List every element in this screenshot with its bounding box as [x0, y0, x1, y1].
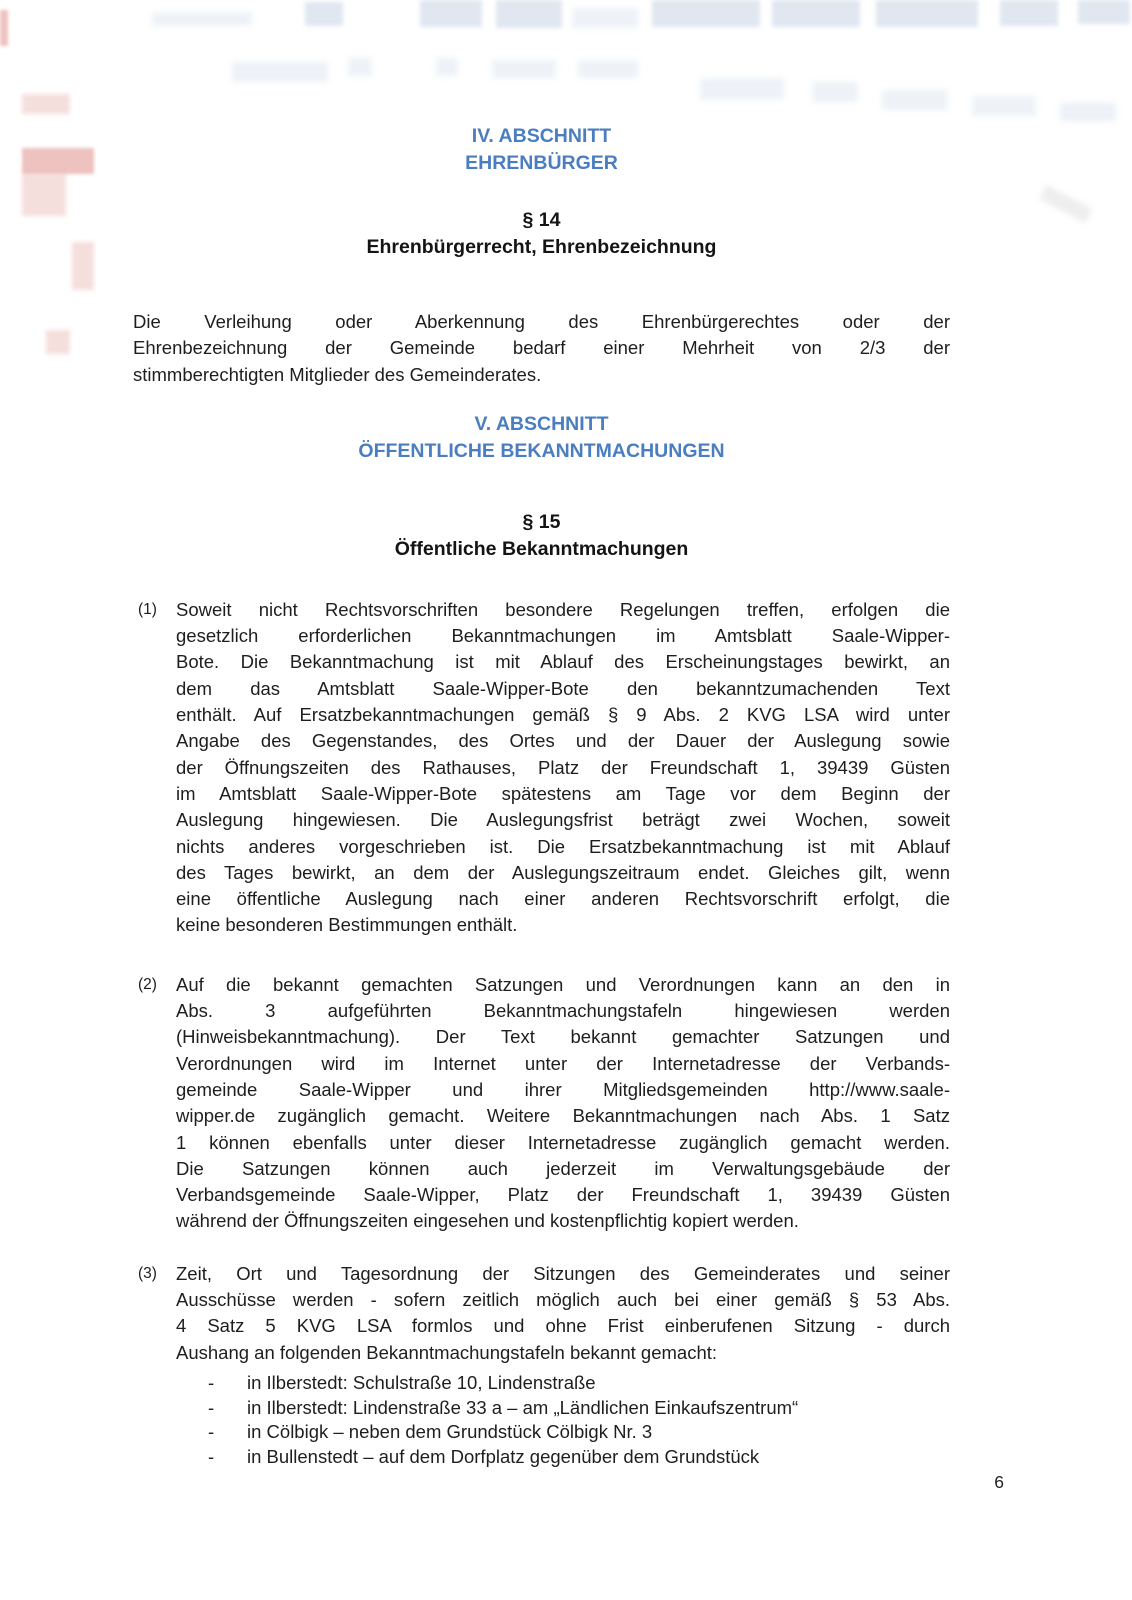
paragraph-heading-14 — [133, 207, 950, 261]
bulletin-board-list — [133, 1371, 950, 1469]
list-item-text: in Ilberstedt: Lindenstraße 33 a – am „Ländlichen Einkaufszentrum“ — [247, 1396, 799, 1418]
list-item-text: in Cölbigk – neben dem Grundstück Cölbigk Nr. 3 — [247, 1421, 653, 1443]
dash-bullet: - — [208, 1445, 215, 1467]
paragraph-15-title: Öffentliche Bekanntmachungen — [394, 537, 689, 560]
section-v-subtitle: ÖFFENTLICHE BEKANNTMACHUNGEN — [358, 439, 725, 462]
list-item — [133, 1396, 950, 1421]
paragraph-15-number: § 15 — [522, 510, 561, 533]
item-1-text: Soweit nicht Rechtsvorschriften besondere Regelungen treffen, erfolgen die gesetzlich erforderlichen Bekanntmachungen im Amtsblatt Saale-Wipper- Bote. Die Bekanntmachung ist mit Ablauf des Erscheinungstages bewirkt, an dem das Amtsblatt Saale-Wipper-Bote den bekanntzumachenden Text enthält. Auf Ersatzbekanntmachungen gemäß § 9 Abs. 2 KVG LSA wird unter Angabe des Gegenstandes, des Ortes und der Dauer der Auslegung sowie der Öffnungszeiten des Rathauses, Platz der Freundschaft 1, 39439 Güsten im Amtsblatt Saale-Wipper-Bote spätestens am Tage vor dem Beginn der Auslegung hingewiesen. Die Auslegungsfrist beträgt zwei Wochen, soweit nichts anderes vorgeschrieben ist. Die Ersatzbekanntmachung ist mit Ablauf des Tages bewirkt, an dem der Auslegungszeitraum endet. Gleiches gilt, wenn eine öffentliche Auslegung nach einer anderen Rechtsvorschrift erfolgt, die keine besonderen Bestimmungen enthält. — [176, 598, 950, 936]
numbered-item-1 — [133, 597, 950, 939]
paragraph-heading-15 — [133, 509, 950, 563]
page-number: 6 — [994, 1472, 1004, 1492]
dash-bullet: - — [208, 1396, 215, 1418]
dash-bullet: - — [208, 1421, 215, 1443]
item-1-marker: (1) — [138, 600, 157, 618]
list-item — [133, 1445, 950, 1470]
item-3-text: Zeit, Ort und Tagesordnung der Sitzungen des Gemeinderates und seiner Ausschüsse werden - sofern zeitlich möglich auch bei einer gemäß § 53 Abs. 4 Satz 5 KVG LSA formlos und ohne Frist einberufenen Sitzung - durch Aushang an folgenden Bekanntmachungstafeln bekannt gemacht: — [176, 1262, 950, 1363]
paragraph-14-number: § 14 — [522, 209, 561, 231]
paragraph-14-title: Ehrenbürgerrecht, Ehrenbezeichnung — [366, 236, 717, 258]
item-2-text: Auf die bekannt gemachten Satzungen und Verordnungen kann an den in Abs. 3 aufgeführten Bekanntmachungstafeln hingewiesen werden (Hinweisbekanntmachung). Der Text bekannt gemachter Satzungen und Verordnungen wird im Internet unter der Internetadresse der Verbands- gemeinde Saale-Wipper und ihrer Mitgliedsgemeinden http://www.saale- wipper.de zugänglich gemacht. Weitere Bekanntmachungen nach Abs. 1 Satz 1 können ebenfalls unter dieser Internetadresse zugänglich gemacht werden. Die Satzungen können auch jederzeit im Verwaltungsgebäude der Verbandsgemeinde Saale-Wipper, Platz der Freundschaft 1, 39439 Güsten während der Öffnungszeiten eingesehen und kostenpflichtig kopiert werden. — [176, 973, 950, 1232]
list-item-text: in Bullenstedt – auf dem Dorfplatz gegenüber dem Grundstück — [247, 1445, 760, 1467]
list-item — [133, 1371, 950, 1396]
section-heading-iv — [133, 123, 950, 177]
dash-bullet: - — [208, 1371, 215, 1393]
numbered-item-3 — [133, 1261, 950, 1366]
section-heading-v — [133, 411, 950, 465]
list-item-text: in Ilberstedt: Schulstraße 10, Lindenstraße — [247, 1371, 596, 1393]
section-iv-subtitle: EHRENBÜRGER — [465, 152, 618, 174]
section-v-title: V. ABSCHNITT — [474, 412, 609, 435]
item-2-marker: (2) — [138, 975, 157, 993]
paragraph-14-body: Die Verleihung oder Aberkennung des Ehrenbürgerechtes oder der Ehrenbezeichnung der Gemeinde bedarf einer Mehrheit von 2/3 der stimmberechtigten Mitglieder des Gemeinderates. — [133, 311, 950, 385]
numbered-item-2 — [133, 972, 950, 1235]
section-iv-title: IV. ABSCHNITT — [471, 125, 612, 147]
item-3-marker: (3) — [138, 1264, 157, 1282]
list-item — [133, 1420, 950, 1445]
